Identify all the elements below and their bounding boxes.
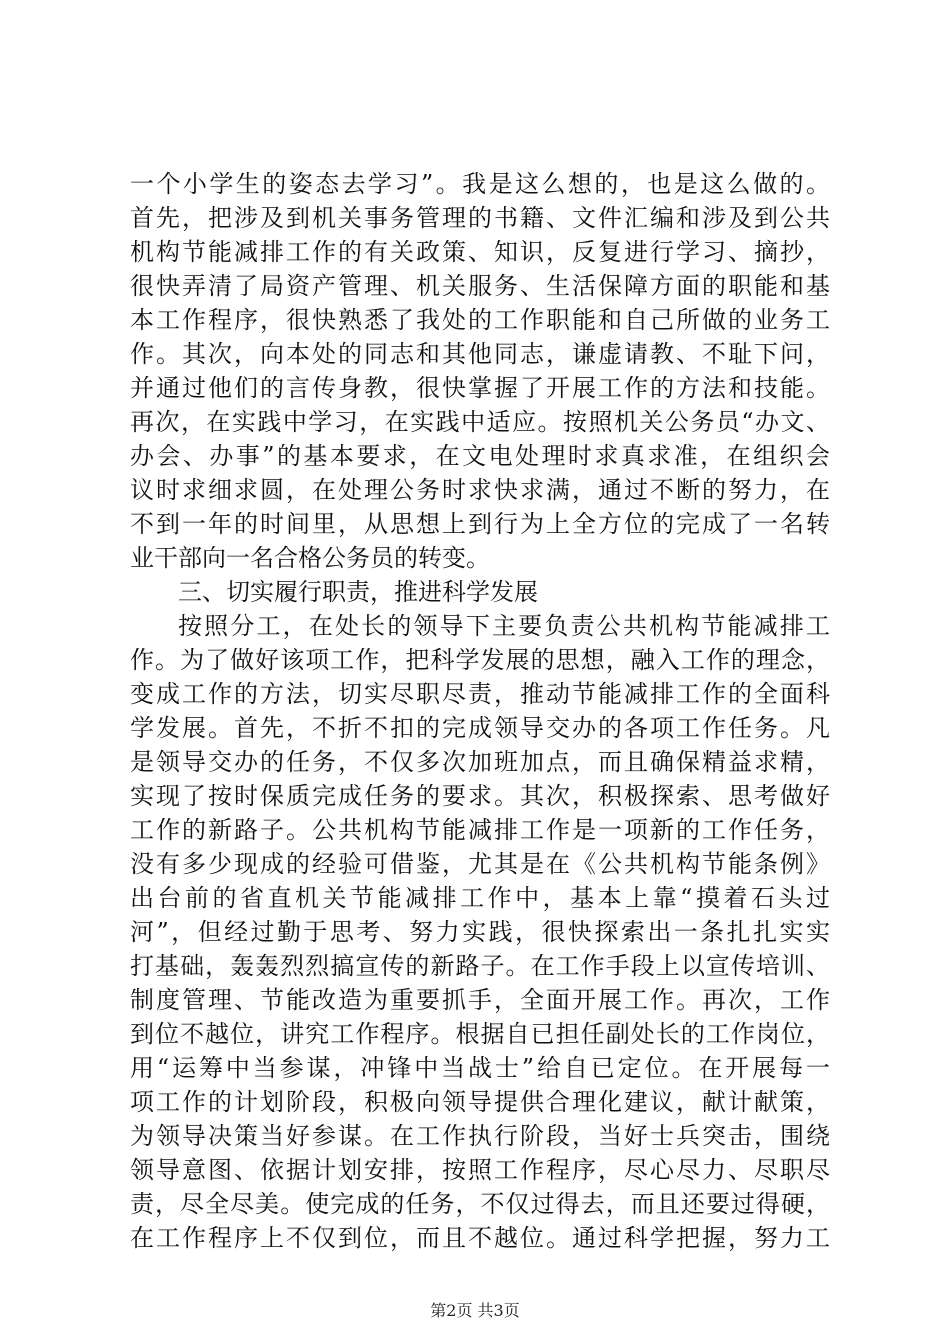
- body-line: 项工作的计划阶段，积极向领导提供合理化建议，献计献策，: [130, 1088, 830, 1116]
- body-line: 本工作程序，很快熟悉了我处的工作职能和自己所做的业务工: [130, 306, 830, 334]
- body-line: 按照分工，在处长的领导下主要负责公共机构节能减排工: [178, 612, 830, 640]
- body-line: 打基础，轰轰烈烈搞宣传的新路子。在工作手段上以宣传培训、: [130, 952, 830, 980]
- body-line: 变成工作的方法，切实尽职尽责，推动节能减排工作的全面科: [130, 680, 830, 708]
- body-line: 学发展。首先，不折不扣的完成领导交办的各项工作任务。凡: [130, 714, 830, 742]
- body-line: 领导意图、依据计划安排，按照工作程序，尽心尽力、尽职尽: [130, 1156, 830, 1184]
- body-line: 很快弄清了局资产管理、机关服务、生活保障方面的职能和基: [130, 272, 830, 300]
- body-line: 出台前的省直机关节能减排工作中，基本上靠“摸着石头过: [130, 884, 830, 912]
- body-line: 没有多少现成的经验可借鉴，尤其是在《公共机构节能条例》: [130, 850, 830, 878]
- body-line: 到位不越位，讲究工作程序。根据自已担任副处长的工作岗位，: [130, 1020, 830, 1048]
- body-line: 并通过他们的言传身教，很快掌握了开展工作的方法和技能。: [130, 374, 830, 402]
- body-line: 责，尽全尽美。使完成的任务，不仅过得去，而且还要过得硬，: [130, 1190, 830, 1218]
- body-line: 再次，在实践中学习，在实践中适应。按照机关公务员“办文、: [130, 408, 830, 436]
- body-line: 不到一年的时间里，从思想上到行为上全方位的完成了一名转: [130, 510, 830, 538]
- body-line: 作。其次，向本处的同志和其他同志，谦虚请教、不耻下问，: [130, 340, 830, 368]
- body-line: 制度管理、节能改造为重要抓手，全面开展工作。再次，工作: [130, 986, 830, 1014]
- document-body: [130, 167, 830, 1255]
- body-line: 议时求细求圆，在处理公务时求快求满，通过不断的努力，在: [130, 476, 830, 504]
- body-line: 作。为了做好该项工作，把科学发展的思想，融入工作的理念，: [130, 646, 830, 674]
- body-line: 河”，但经过勤于思考、努力实践，很快探索出一条扎扎实实: [130, 918, 830, 946]
- body-line: 一个小学生的姿态去学习”。我是这么想的，也是这么做的。: [130, 170, 830, 198]
- body-line: 在工作程序上不仅到位，而且不越位。通过科学把握，努力工: [130, 1224, 830, 1252]
- body-line: 工作的新路子。公共机构节能减排工作是一项新的工作任务，: [130, 816, 830, 844]
- body-line: 首先，把涉及到机关事务管理的书籍、文件汇编和涉及到公共: [130, 204, 830, 232]
- page-number-footer: 第2页 共3页: [430, 1301, 520, 1320]
- section-heading: 三、切实履行职责，推进科学发展: [178, 578, 538, 606]
- body-line: 办会、办事”的基本要求，在文电处理时求真求准，在组织会: [130, 442, 830, 470]
- body-line: 用“运筹中当参谋，冲锋中当战士”给自已定位。在开展每一: [130, 1054, 830, 1082]
- body-line: 业干部向一名合格公务员的转变。: [130, 544, 490, 572]
- body-line: 实现了按时保质完成任务的要求。其次，积极探索、思考做好: [130, 782, 830, 810]
- body-line: 机构节能减排工作的有关政策、知识，反复进行学习、摘抄，: [130, 238, 830, 266]
- body-line: 为领导决策当好参谋。在工作执行阶段，当好士兵突击，围绕: [130, 1122, 830, 1150]
- body-line: 是领导交办的任务，不仅多次加班加点，而且确保精益求精，: [130, 748, 830, 776]
